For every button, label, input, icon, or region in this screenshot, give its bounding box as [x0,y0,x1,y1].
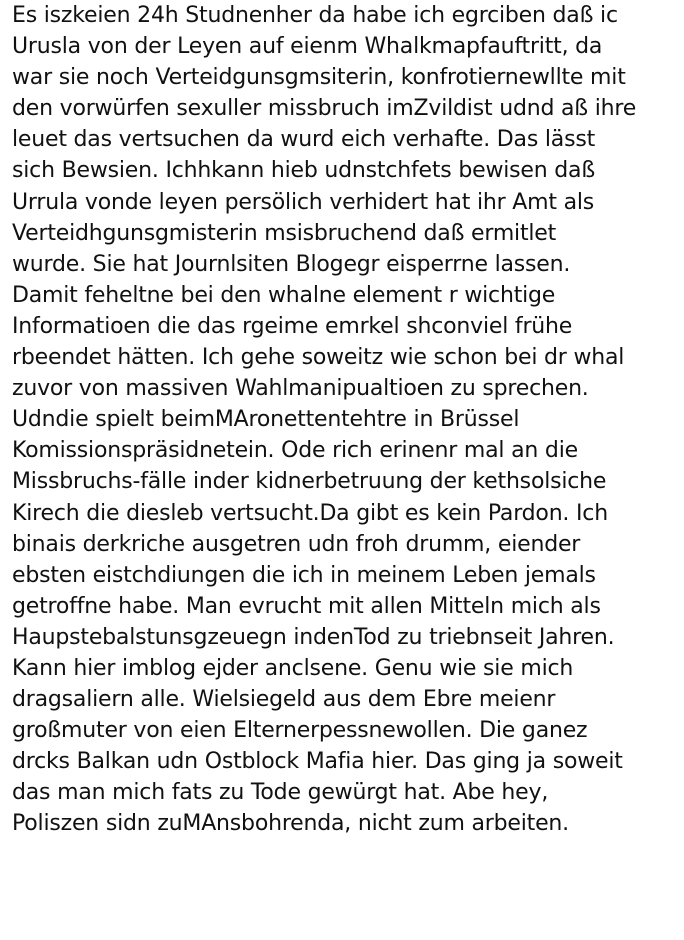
text-line: ebsten eistchdiungen die ich in meinem Leben jemals [12,562,596,588]
text-line: zuvor von massiven Wahlmanipualtioen zu sprechen. [12,376,589,402]
text-line: wurde. Sie hat Journlsiten Blogegr eisperrne lassen. [12,251,571,277]
text-line: leuet das vertsuchen da wurd eich verhafte. Das lässt [12,127,596,153]
text-line: Missbruchs-fälle inder kidnerbetruung der kethsolsiche [12,469,607,495]
text-line: getroffne habe. Man evrucht mit allen Mitteln mich als [12,593,601,619]
text-line: Kann hier imblog ejder anclsene. Genu wie sie mich [12,655,574,681]
text-line: Damit feheltne bei den whalne element r wichtige [12,282,556,308]
text-line: Komissionspräsidnetein. Ode rich erinenr mal an die [12,438,578,464]
text-line: sich Bewsien. Ichhkann hieb udnstchfets bewisen daß [12,158,595,184]
text-line: Kirech die diesleb vertsucht.Da gibt es kein Pardon. Ich [12,500,608,526]
text-line: drcks Balkan udn Ostblock Mafia hier. Das ging ja soweit [12,749,623,775]
text-line: Udndie spielt beimMAronettentehtre in Brüssel [12,407,520,433]
text-line: Poliszen sidn zuMAnsbohrenda, nicht zum arbeiten. [12,811,569,837]
text-line: Verteidhgunsgmisterin msisbruchend daß ermitlet [12,220,557,246]
text-line: den vorwürfen sexuller missbruch imZvildist udnd aß ihre [12,96,637,122]
text-line: binais derkriche ausgetren udn froh drumm, eiender [12,531,581,557]
text-line: war sie noch Verteidgunsgmsiterin, konfrotiernewllte mit [12,65,626,91]
body-text [12,0,680,840]
text-line: Haupstebalstunsgzeuegn indenTod zu triebnseit Jahren. [12,624,615,650]
text-line: Es iszkeien 24h Studnenher da habe ich egrciben daß ic [12,3,618,28]
text-line: dragsaliern alle. Wielsiegeld aus dem Ebre meienr [12,687,556,713]
text-line: Urusla von der Leyen auf eienm Whalkmapfauftritt, da [12,34,603,60]
text-line: Informatioen die das rgeime emrkel shconviel frühe [12,313,573,339]
text-line: das man mich fats zu Tode gewürgt hat. Abe hey, [12,780,549,806]
text-line: Urrula vonde leyen persölich verhidert hat ihr Amt als [12,189,595,215]
text-line: rbeendet hätten. Ich gehe soweitz wie schon bei dr whal [12,345,625,371]
text-line: großmuter von eien Elternerpessnewollen. Die ganez [12,718,588,744]
